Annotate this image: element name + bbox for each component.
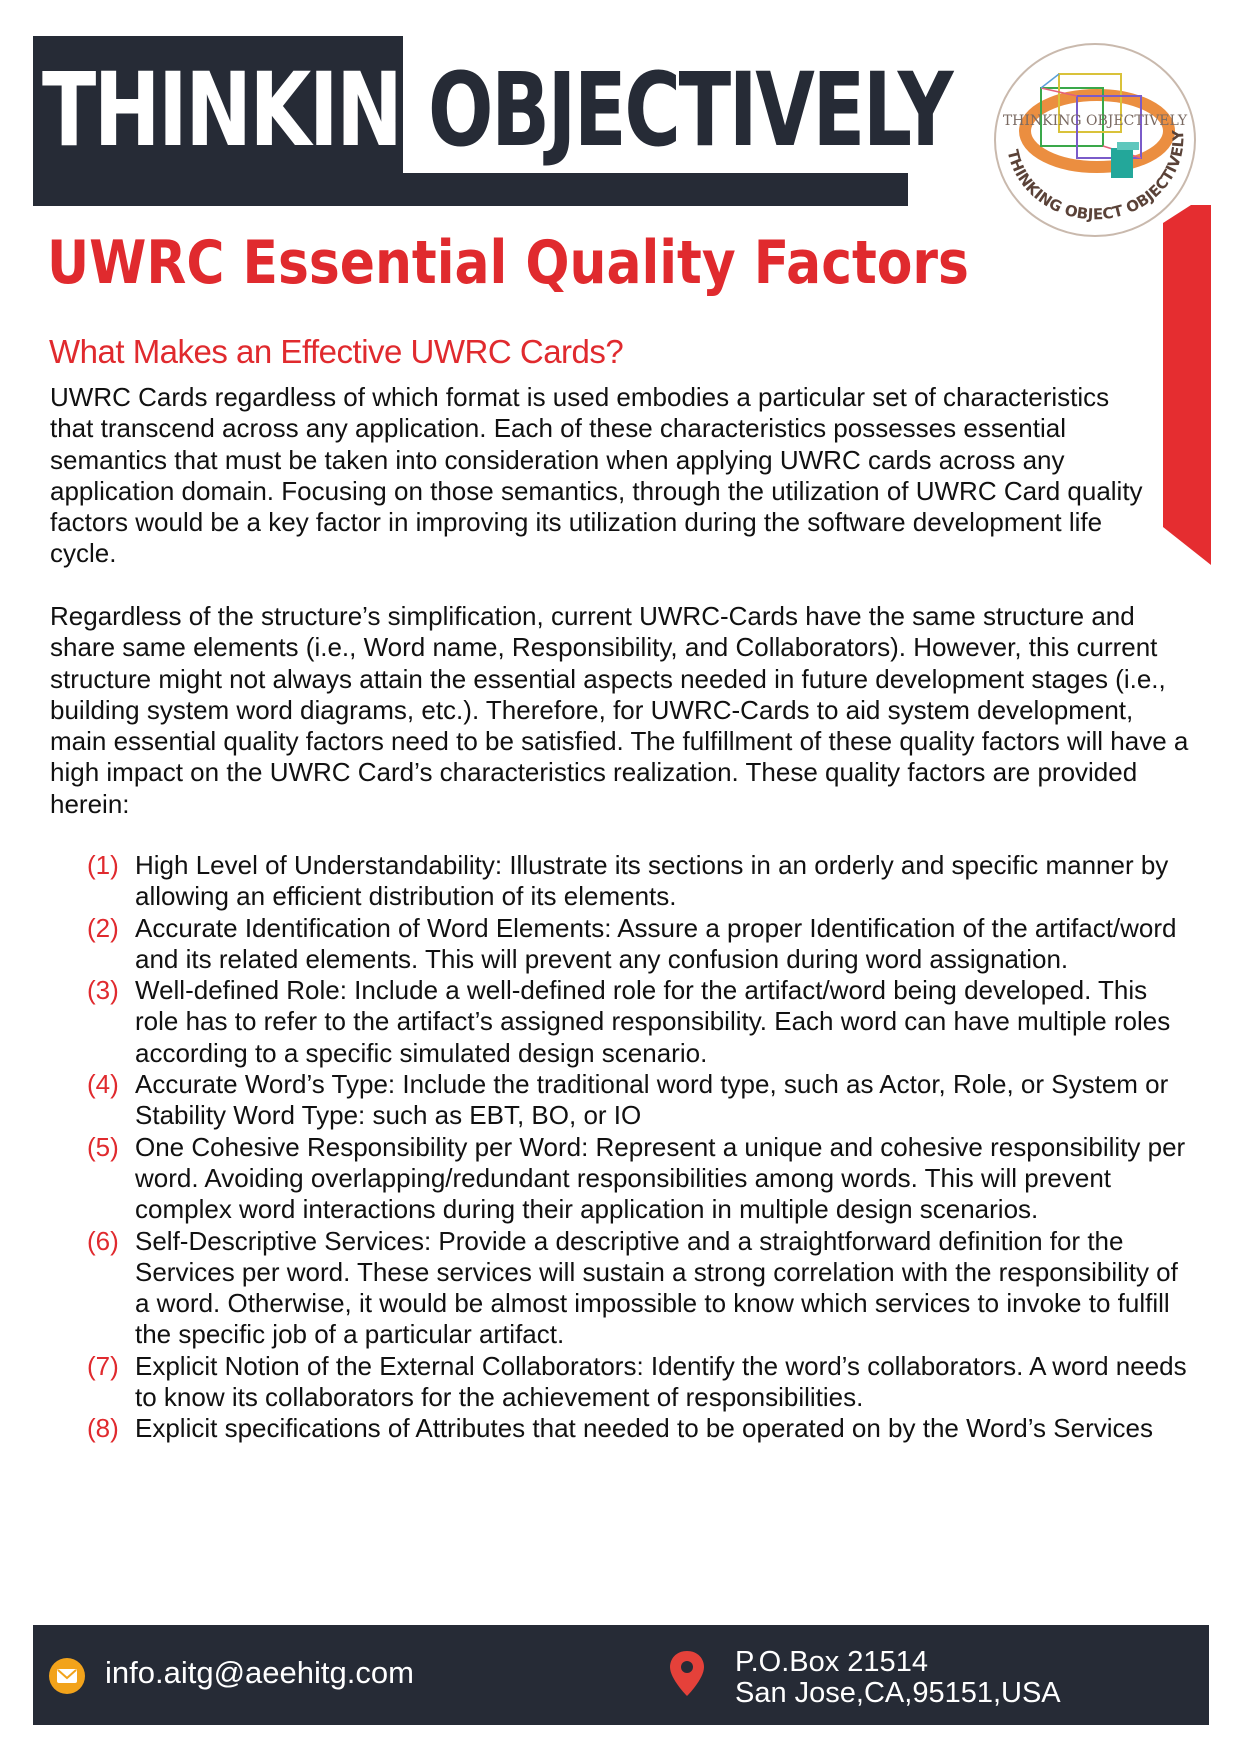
list-item-text: Explicit Notion of the External Collaborators: Identify the word’s collaborators. A word needs to know its collaborators for the achievement of responsibilities.: [135, 1350, 1187, 1413]
list-item-text: High Level of Understandability: Illustrate its sections in an orderly and specific manner by allowing an efficient distribution of its elements.: [135, 850, 1169, 912]
footer-email[interactable]: info.aitg@aeehitg.com: [105, 1655, 414, 1690]
list-item: [87, 1069, 1197, 1132]
list-item-number: (6): [87, 1225, 119, 1256]
section-subtitle: What Makes an Effective UWRC Cards?: [49, 333, 624, 370]
list-item-text: Explicit specifications of Attributes that needed to be operated on by the Word’s Services: [135, 1413, 1153, 1444]
list-item-number: (2): [87, 912, 119, 943]
document-title: UWRC Essential Quality Factors: [47, 228, 969, 298]
list-item: [87, 850, 1197, 913]
list-item-text: Self-Descriptive Services: Provide a descriptive and a straightforward definition for the Services per word. These services will sustain a strong correlation with the responsibility of a word. Otherwise, it would be almost impossible to know which services to invoke to fulfill the specific job of a particular artifact.: [135, 1225, 1178, 1350]
location-pin-icon: [667, 1649, 707, 1699]
list-item-number: (7): [87, 1350, 119, 1381]
list-item-text: Well-defined Role: Include a well-defined role for the artifact/word being developed. This role has to refer to the artifact’s assigned responsibility. Each word can have multiple roles according to a specific simulated design scenario.: [135, 975, 1171, 1068]
side-accent-bar: [1163, 205, 1211, 565]
list-item-number: (3): [87, 975, 119, 1006]
mail-icon: [48, 1657, 86, 1695]
list-item-number: (5): [87, 1131, 119, 1162]
footer-address-line2: San Jose,CA,95151,USA: [735, 1677, 1061, 1709]
banner-title-thinking: THINKING: [42, 51, 464, 170]
list-item: [87, 1413, 1197, 1444]
list-item: [87, 1226, 1197, 1351]
list-item-number: (4): [87, 1069, 119, 1100]
list-item-number: (1): [87, 850, 119, 880]
list-item: [87, 1351, 1197, 1414]
logo-inner-text: THINKING OBJECTIVELY: [1002, 113, 1188, 129]
list-item: [87, 975, 1197, 1069]
list-item: [87, 1132, 1197, 1226]
list-item-text: Accurate Word’s Type: Include the traditional word type, such as Actor, Role, or System or Stability Word Type: such as EBT, BO, or IO: [135, 1069, 1169, 1131]
quality-factors-list: [87, 850, 1197, 1445]
list-item: [87, 913, 1197, 976]
logo-ring-text: THINKING OBJECT OBJECTIVELY: [1003, 129, 1188, 224]
structure-paragraph: Regardless of the structure’s simplification, current UWRC-Cards have the same structure and share same elements (i.e., Word name, Responsibility, and Collaborators). However, this current structure might not always attain the essential aspects needed in future development stages (i.e., building system word diagrams, etc.). Therefore, for UWRC-Cards to aid system development, main essential quality factors need to be satisfied. The fulfillment of these quality factors will have a high impact on the UWRC Card’s characteristics realization. These quality factors are provided herein:: [50, 601, 1189, 819]
list-item-text: One Cohesive Responsibility per Word: Represent a unique and cohesive responsibility per word. Avoiding overlapping/redundant responsibilities among words. This will prevent complex word interactions during their application in multiple design scenarios.: [135, 1131, 1186, 1225]
list-item-text: Accurate Identification of Word Elements: Assure a proper Identification of the artifact/word and its related elements. This will prevent any confusion during word assignation.: [135, 912, 1177, 974]
list-item-number: (8): [87, 1413, 119, 1444]
footer-address-line1: P.O.Box 21514: [735, 1646, 928, 1678]
intro-paragraph: UWRC Cards regardless of which format is used embodies a particular set of characteristics that transcend across any application. Each of these characteristics possesses essential semantics that must be taken into consideration when applying UWRC cards across any application domain. Focusing on those semantics, through the utilization of UWRC Card quality factors would be a key factor in improving its utilization during the software development life cycle.: [50, 382, 1143, 569]
banner-title-objectively: OBJECTIVELY: [428, 51, 952, 170]
